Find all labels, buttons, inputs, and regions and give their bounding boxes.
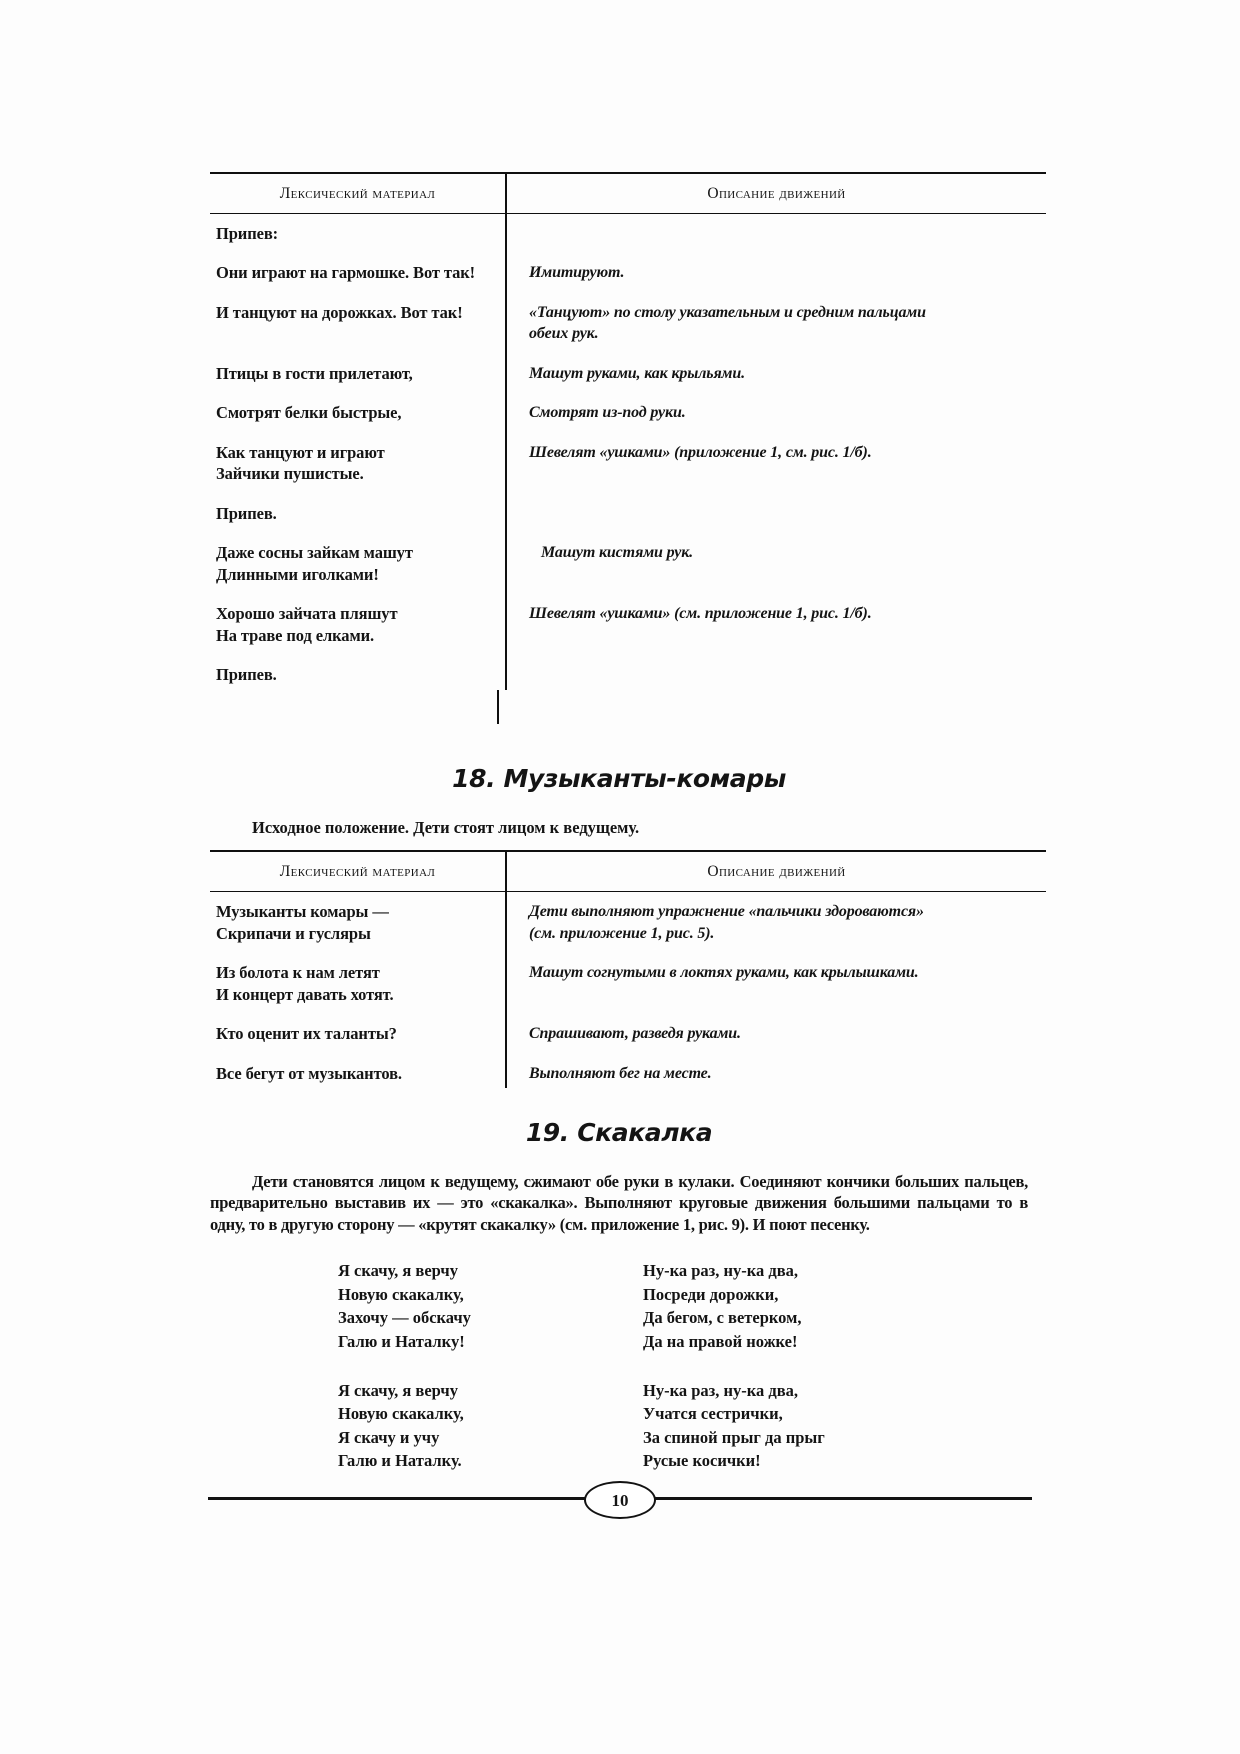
movement-row <box>529 363 1040 384</box>
table-one-movements-cell <box>506 214 1046 690</box>
movement-line: Спрашивают, разведя руками. <box>529 1025 741 1043</box>
lexical-row <box>216 503 495 524</box>
lyrics-line: Я скачу и учу <box>338 1427 440 1447</box>
lexical-row <box>216 1023 495 1044</box>
movement-row <box>529 302 1040 345</box>
section-18-intro: Исходное положение. Дети стоят лицом к ведущему. <box>252 817 640 837</box>
movement-line: Шевелят «ушками» (см. приложение 1, рис. 1/б). <box>529 605 872 623</box>
table-one-body <box>210 214 1046 690</box>
movement-row <box>529 1023 1040 1044</box>
movement-row <box>529 603 1040 646</box>
lexical-row <box>216 1063 495 1084</box>
page-footer <box>208 1478 1032 1518</box>
lexical-row <box>216 402 495 423</box>
lexical-row <box>216 442 495 485</box>
section-19-paragraph: Дети становятся лицом к ведущему, сжимают обе руки в кулаки. Соединяют кончики больших пальцев, предварительно выставив их — это «скакалка». Выполняют круговые движения большими пальцами то в одну, то в другую сторону — «крутят скакалку» (см. приложение 1, рис. 9). И поют песенку. <box>210 1171 1028 1234</box>
lexical-line: Зайчики пушистые. <box>216 464 364 484</box>
lexical-row <box>216 302 495 345</box>
table-row <box>210 214 1046 690</box>
movement-row <box>529 664 1040 685</box>
section-19-heading: 19. Скакалка <box>525 1117 713 1147</box>
movement-line: Шевелят «ушками» (приложение 1, см. рис. 1/б). <box>529 443 872 461</box>
movement-row <box>529 1063 1040 1084</box>
movement-line: Машут руками, как крыльями. <box>529 364 745 382</box>
lexical-line: Они играют на гармошке. Вот так! <box>216 263 476 283</box>
lexical-row <box>216 262 495 283</box>
table-one-header <box>210 173 1046 214</box>
lexical-row <box>216 363 495 384</box>
lyrics-column-left <box>338 1259 643 1498</box>
lexical-line: И концерт давать хотят. <box>216 984 394 1004</box>
lyrics-line: Новую скакалку, <box>338 1404 464 1424</box>
spacer <box>210 793 1028 817</box>
lexical-line: Скрипачи и гусляры <box>216 923 371 943</box>
lexical-line: Кто оценит их таланты? <box>216 1024 397 1044</box>
lyrics-line: Новую скакалку, <box>338 1284 464 1304</box>
lyrics-line: Ну-ка раз, ну-ка два, <box>643 1380 799 1400</box>
movement-row <box>529 901 1040 944</box>
movement-line-empty <box>529 223 1040 244</box>
lyrics-line: Да бегом, с ветерком, <box>643 1308 802 1328</box>
lexical-row <box>216 962 495 1005</box>
lyrics-line: Галю и Наталку! <box>338 1331 465 1351</box>
movement-row <box>529 223 1040 244</box>
movement-line: обеих рук. <box>529 325 599 343</box>
lyrics-line: Посреди дорожки, <box>643 1284 779 1304</box>
lyrics-line: Ну-ка раз, ну-ка два, <box>643 1261 799 1281</box>
lyrics-line: Да на правой ножке! <box>643 1331 798 1351</box>
column-header-lexical: Лексический материал <box>210 173 506 214</box>
table-two-movements-cell <box>506 892 1046 1088</box>
table-header-row <box>210 173 1046 214</box>
lyrics-stanza-right-1 <box>643 1259 948 1353</box>
lexical-row <box>216 223 495 244</box>
lexical-line: Припев: <box>216 224 279 243</box>
lyrics-line: Я скачу, я верчу <box>338 1380 458 1400</box>
table-row <box>210 892 1046 1088</box>
page-content <box>210 172 1028 1499</box>
column-header-movements: описание движений <box>506 173 1046 214</box>
movement-line: Машут кистями рук. <box>541 544 694 562</box>
movement-row <box>529 542 1040 585</box>
lyrics-line: Учатся сестрички, <box>643 1404 783 1424</box>
lexical-line: Припев. <box>216 503 277 523</box>
lyrics-line: Я скачу, я верчу <box>338 1261 458 1281</box>
movement-line-empty <box>529 503 1040 524</box>
table-two-body <box>210 892 1046 1088</box>
lyrics-stanza-left-2 <box>338 1379 643 1473</box>
movement-row <box>529 442 1040 485</box>
movement-row <box>529 402 1040 423</box>
movement-line: Дети выполняют упражнение «пальчики здороваются» <box>529 903 924 921</box>
column-header-movements: описание движений <box>506 851 1046 892</box>
lexical-row <box>216 664 495 685</box>
lyrics-line: Русые косички! <box>643 1451 761 1471</box>
lexical-line: Все бегут от музыкантов. <box>216 1063 402 1083</box>
spacer <box>210 838 1028 850</box>
table-two-header <box>210 851 1046 892</box>
spacer <box>210 1235 1028 1259</box>
lexical-line: Как танцуют и играют <box>216 442 385 462</box>
lexical-row <box>216 901 495 944</box>
movement-row <box>529 262 1040 283</box>
movement-line: Выполняют бег на месте. <box>529 1064 712 1082</box>
lexical-row <box>216 542 495 585</box>
movement-line: Имитируют. <box>529 264 625 282</box>
movement-row <box>529 503 1040 524</box>
spacer <box>210 724 1028 764</box>
section-18-heading: 18. Музыканты-комары <box>452 763 786 793</box>
lexical-line: На траве под елками. <box>216 625 375 645</box>
lexical-row <box>216 603 495 646</box>
column-divider-line <box>497 690 499 724</box>
lexical-line: Даже сосны зайкам машут <box>216 543 413 563</box>
lyrics-stanza-left-1 <box>338 1259 643 1353</box>
movement-line: (см. приложение 1, рис. 5). <box>529 924 715 942</box>
lyrics-line: Захочу — обскачу <box>338 1308 471 1328</box>
lyrics-line: Галю и Наталку. <box>338 1451 462 1471</box>
lyrics-stanza-right-2 <box>643 1379 948 1473</box>
table-header-row <box>210 851 1046 892</box>
movement-line-empty <box>529 664 1040 685</box>
page-number: 10 <box>611 1490 629 1510</box>
lyrics-column-right <box>643 1259 948 1498</box>
lexical-line: Припев. <box>216 665 277 685</box>
movement-line: Смотрят из-под руки. <box>529 404 686 422</box>
movement-line: «Танцуют» по столу указательным и средним пальцами <box>529 303 926 321</box>
lexical-table-section-18 <box>210 850 1046 1088</box>
lexical-stack <box>210 214 505 690</box>
lyrics-line: За спиной прыг да прыг <box>643 1427 825 1447</box>
table-one-divider-tail <box>210 690 1028 724</box>
table-two-lexical-cell <box>210 892 506 1088</box>
table-one-lexical-cell <box>210 214 506 690</box>
page-number-badge <box>584 1481 656 1519</box>
movements-stack <box>507 214 1046 690</box>
lexical-line: Из болота к нам летят <box>216 963 380 983</box>
spacer <box>210 1147 1028 1171</box>
lexical-line: Музыканты комары — <box>216 902 389 922</box>
column-header-lexical: Лексический материал <box>210 851 506 892</box>
song-lyrics <box>210 1259 1028 1498</box>
lexical-line: Хорошо зайчата пляшут <box>216 604 398 624</box>
lexical-line: Птицы в гости прилетают, <box>216 363 413 383</box>
lexical-line: Смотрят белки быстрые, <box>216 403 402 423</box>
lexical-table-continuation <box>210 172 1046 690</box>
movement-row <box>529 962 1040 1005</box>
movements-stack <box>507 892 1046 1088</box>
lexical-line: Длинными иголками! <box>216 564 379 584</box>
lexical-stack <box>210 892 505 1088</box>
movement-line: Машут согнутыми в локтях руками, как крылышками. <box>529 964 919 982</box>
spacer <box>210 1088 1028 1118</box>
lexical-line: И танцуют на дорожках. Вот так! <box>216 302 463 322</box>
